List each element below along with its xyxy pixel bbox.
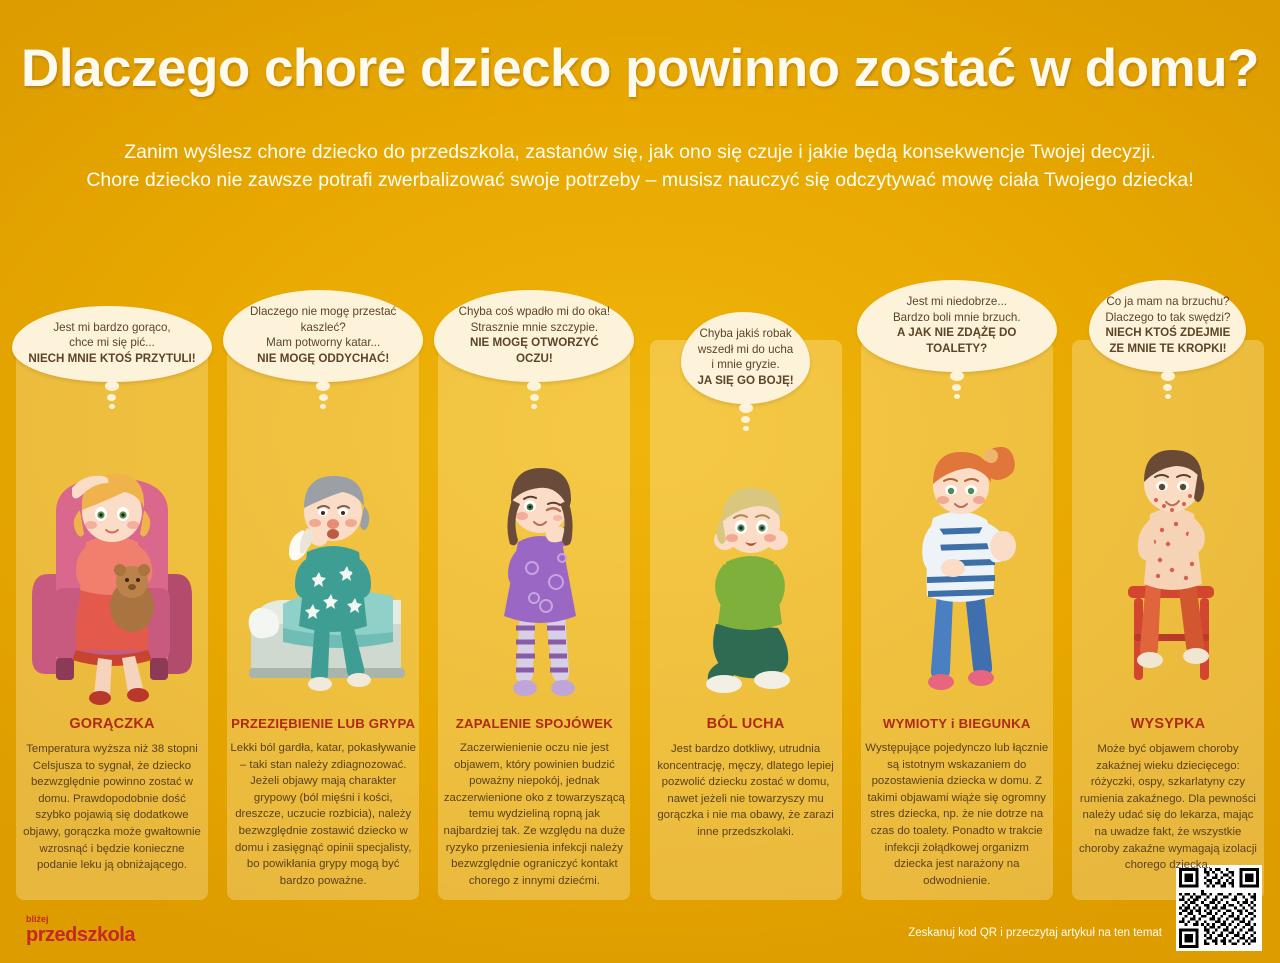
column-heading: PRZEZIĘBIENIE LUB GRYPA <box>231 716 416 731</box>
quote-line: Dlaczego nie mogę przestać kaszleć? <box>250 305 397 334</box>
illustration-boy-rash <box>1066 372 1270 712</box>
quote-line-emphasis: NIECH KTOŚ ZDEJMIE <box>1105 326 1231 339</box>
qr-note: Zeskanuj kod QR i przeczytaj artykuł na ten temat <box>908 927 1162 939</box>
thought-bubble <box>223 290 423 382</box>
quote-line: Co ja mam na brzuchu? <box>1106 295 1230 308</box>
illustration-boy-cold <box>221 382 425 712</box>
illustration-girl-vomiting <box>855 372 1059 712</box>
subtitle-line-2: Chore dziecko nie zawsze potrafi zwerbalizować swoje potrzeby – musisz nauczyć się odczytywać mowę ciała Twojego dziecka! <box>86 169 1194 191</box>
bubble-tail-dots <box>1161 368 1175 402</box>
symptom-columns <box>10 232 1270 932</box>
column-description: Może być objawem choroby zakaźnej wieku dziecięcego: różyczki, ospy, szkarlatyny czy rumienia zakaźnego. Dla pewności należy udać się do lekarza, mając na uwadze fakt, że wszystkie choroby zakaźne wymagają izolacji chorego dziecka. <box>1078 743 1257 872</box>
column-goraczka <box>10 232 214 932</box>
thought-bubble <box>857 280 1057 372</box>
logo-text-big: przedszkola <box>26 924 135 946</box>
page-title: Dlaczego chore dziecko powinno zostać w domu? <box>21 39 1259 98</box>
bubble-tail-dots <box>316 378 330 412</box>
illustration-boy-earache <box>644 404 848 712</box>
thought-bubble <box>12 306 211 383</box>
column-heading: BÓL UCHA <box>706 716 785 732</box>
illustration-girl-fever <box>10 382 214 712</box>
quote-line: Jest mi niedobrze... <box>906 295 1008 308</box>
quote-line-emphasis: JA SIĘ GO BOJĘ! <box>697 373 794 387</box>
column-description: Lekki ból gardła, katar, pokasływanie – taki stan należy zdiagnozować. Jeżeli objawy mają charakter grypowy (ból mięśni i kości, dreszcze, uczucie rozbicia), należy bezwzględnie zostawić dziecko w domu i zasięgnąć opinii specjalisty, bo powikłania grypy mogą być bardzo poważne. <box>230 742 416 887</box>
quote-line: Bardzo boli mnie brzuch. <box>892 310 1021 324</box>
column-spojowki <box>432 232 636 932</box>
logo-text-small: bliżej <box>26 914 49 924</box>
quote-line: Mam potworny katar... <box>266 336 381 349</box>
thought-bubble-wrap <box>855 232 1059 372</box>
quote-line: Jest mi bardzo gorąco, <box>53 320 171 334</box>
thought-bubble-wrap <box>644 232 848 404</box>
column-heading: WYMIOTY i BIEGUNKA <box>882 716 1031 731</box>
column-heading: WYSYPKA <box>1130 716 1206 732</box>
column-wysypka <box>1066 232 1270 932</box>
column-description: Zaczerwienienie oczu nie jest objawem, który powinien budzić poważny niepokój, jednak zaczerwienione oko z towarzyszącą temu wydzieliną ropną jak najbardziej tak. Ze względu na duże ryzyko przeniesienia infekcji należy bezwzględnie ograniczyć kontakt chorego z innymi dziećmi. <box>443 742 626 887</box>
quote-line: Chyba jakiś robak <box>699 327 792 340</box>
bubble-tail-dots <box>950 368 964 402</box>
column-bol-ucha <box>644 232 848 932</box>
quote-line: Dlaczego to tak swędzi? <box>1105 310 1231 324</box>
quote-line-emphasis: ZE MNIE TE KROPKI! <box>1109 341 1227 355</box>
thought-bubble <box>434 290 634 382</box>
quote-line: Strasznie mnie szczypie. <box>470 320 599 334</box>
quote-line-emphasis: A JAK NIE ZDĄŻĘ DO TOALETY? <box>897 326 1017 355</box>
quote-line: wszedł mi do ucha <box>697 342 794 356</box>
bubble-tail-dots <box>527 378 541 412</box>
column-wymioty-biegunka <box>855 232 1059 932</box>
qr-code[interactable] <box>1176 865 1262 951</box>
subtitle-line-1: Zanim wyślesz chore dziecko do przedszkola, zastanów się, jak ono się czuje i jakie będą konsekwencje Twojej decyzji. <box>124 141 1156 163</box>
thought-bubble-wrap <box>1066 232 1270 372</box>
quote-line: i mnie gryzie. <box>711 358 780 371</box>
quote-line-emphasis: NIE MOGĘ ODDYCHAĆ! <box>257 351 390 365</box>
thought-bubble-wrap <box>221 232 425 382</box>
column-heading: GORĄCZKA <box>69 716 155 732</box>
column-description: Temperatura wyższa niż 38 stopni Celsjusza to sygnał, że dziecko bezwzględnie powinno zostać w domu. Prawdopodobnie dość szybko pojawią się dodatkowe objawy, gorączka może gwałtownie wzrosnąć i będzie konieczne podanie leku ją obniżającego. <box>23 743 201 872</box>
page-subtitle <box>64 138 1216 194</box>
thought-bubble-wrap <box>432 232 636 382</box>
quote-line: chce mi się pić... <box>69 336 155 349</box>
illustration-girl-conjunctivitis <box>432 382 636 712</box>
brand-logo[interactable] <box>26 915 135 945</box>
bubble-tail-dots <box>739 400 753 434</box>
quote-line-emphasis: NIECH MNIE KTOŚ PRZYTULI! <box>28 351 196 365</box>
thought-bubble <box>1089 280 1246 372</box>
thought-bubble <box>681 312 809 404</box>
column-description: Występujące pojedynczo lub łącznie są istotnym wskazaniem do pozostawienia dziecka w domu. Z takimi objawami wiąże się ogromny stres dziecka, np. że nie dotrze na czas do toalety. Ponadto w trakcie infekcji żołądkowej organizm dziecka jest narażony na odwodnienie. <box>865 742 1049 887</box>
bubble-tail-dots <box>105 378 119 412</box>
column-description: Jest bardzo dotkliwy, utrudnia koncentrację, męczy, dlatego lepiej pozwolić dziecku zostać w domu, nawet jeżeli nie towarzyszy mu gorączka i nie ma obawy, że zarazi inne przedszkolaki. <box>657 743 834 838</box>
column-przeziebienie <box>221 232 425 932</box>
quote-line: Chyba coś wpadło mi do oka! <box>458 305 611 318</box>
quote-line-emphasis: NIE MOGĘ OTWORZYĆ OCZU! <box>469 336 599 365</box>
thought-bubble-wrap <box>10 232 214 382</box>
column-heading: ZAPALENIE SPOJÓWEK <box>455 716 613 731</box>
